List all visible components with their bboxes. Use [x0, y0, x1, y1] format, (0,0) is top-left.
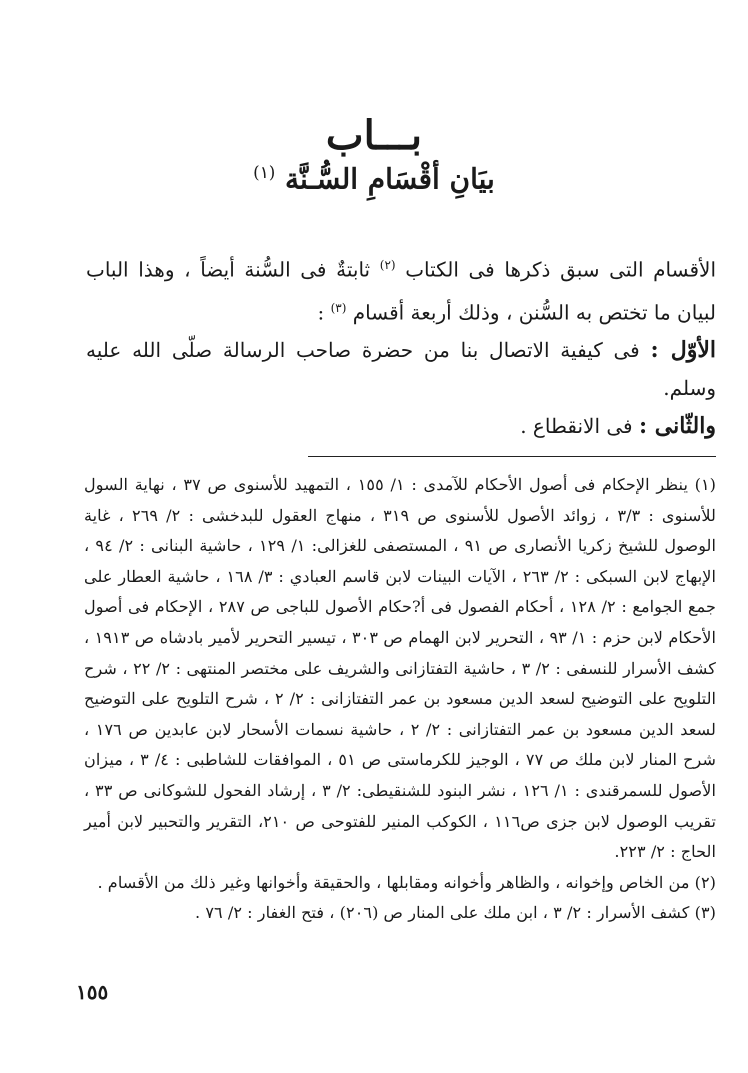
intro-text-c: : — [317, 300, 325, 325]
section-item-lead: والثّانى : — [638, 413, 716, 440]
intro-paragraph — [86, 246, 716, 331]
footnote-ref: (١) — [253, 162, 276, 182]
section-item-first — [86, 331, 716, 407]
section-item-text: فى الانقطاع . — [520, 414, 633, 439]
footnote-ref: (٣) — [330, 300, 347, 315]
intro-text-b: ثابتةٌ فى السُّنة أيضاً ، وهذا الباب لبيان ما تختص به السُّنن ، وذلك أربعة أقسام — [86, 257, 716, 325]
footnote-3: (٣) كشف الأسرار : ٢/ ٣ ، ابن ملك على المنار ص (٢٠٦) ، فتح الغفار : ٢/ ٧٦ . — [195, 903, 716, 923]
section-item-lead: الأوّل : — [650, 337, 716, 364]
footnote-ref: (٢) — [379, 258, 396, 272]
section-item-second — [86, 407, 716, 445]
chapter-subtitle-text: بيَانِ أقْسَامِ السُّـنَّة — [285, 162, 495, 196]
chapter-subtitle — [0, 162, 748, 195]
body-text — [86, 246, 716, 445]
chapter-title: بـــاب — [325, 112, 423, 159]
footnote-1: (١) ينظر الإحكام فى أصول الأحكام للآمدى : ١/ ١٥٥ ، التمهيد للأسنوى ص ٣٧ ، نهاية السول للأسنوى : ٣/٣ ، زوائد الأصول للأسنوى ص ٣١٩ ، منهاج العقول للبدخشى : ٢/ ٢٦٩ ، غاية الوصول للشيخ زكريا الأنصارى ص ٩١ ، المستصفى للغزالى: ١/ ١٢٩ ، حاشية البنانى : ٢/ ٩٤ ، الإبهاج لابن السبكى : ٢/ ٢٦٣ ، الآيات البينات لابن قاسم العبادي : ٣/ ١٦٨ ، حاشية العطار على جمع الجوامع : ٢/ ١٢٨ ، أحكام الفصول فى أ?حكام الأصول للباجى ص ٢٨٧ ، الإحكام فى أصول الأحكام لابن حزم : ١/ ٩٣ ، التحرير لابن الهمام ص ٣٠٣ ، تيسير التحرير لأمير بادشاه ص ١٩١٣ ، كشف الأسرار للنسفى : ٢/ ٣ ، حاشية التفتازانى والشريف على مختصر المنتهى : ٢/ ٢٢ ، شرح التلويح على التوضيح لسعد الدين مسعود بن عمر التفتازانى : ٢/ ٢ ، شرح التلويح على التوضيح لسعد الدين مسعود بن عمر التفتازانى : ٢/ ٢ ، حاشية نسمات الأسحار لابن عابدين ص ١٧٦ ، شرح المنار لابن ملك ص ٧٧ ، الوجيز للكرماستى ص ٥١ ، الموافقات للشاطبى : ٤/ ٣ ، ميزان الأصول للسمرقندى : ١/ ١٢٦ ، نشر البنود للشنقيطى: ٢/ ٣ ، إرشاد الفحول للشوكانى ص ٣٣ ، تقريب الوصول لابن جزى ص١١٦ ، الكوكب المنير للفتوحى ص ٢١٠، التقرير والتحبير لابن أمير الحاج : ٢/ ٢٢٣. — [84, 475, 717, 862]
intro-text-a: الأقسام التى سبق ذكرها فى الكتاب — [405, 257, 717, 282]
footnotes — [84, 470, 716, 929]
footnote-divider — [308, 456, 716, 457]
page-number: ١٥٥ — [76, 980, 109, 1004]
footnote-2: (٢) من الخاص وإخوانه ، والظاهر وأخوانه ومقابلها ، والحقيقة وأخوانها وغير ذلك من الأقسام . — [97, 872, 716, 892]
section-item-text: فى كيفية الاتصال بنا من حضرة صاحب الرسالة صلّى الله عليه وسلم. — [86, 338, 716, 401]
